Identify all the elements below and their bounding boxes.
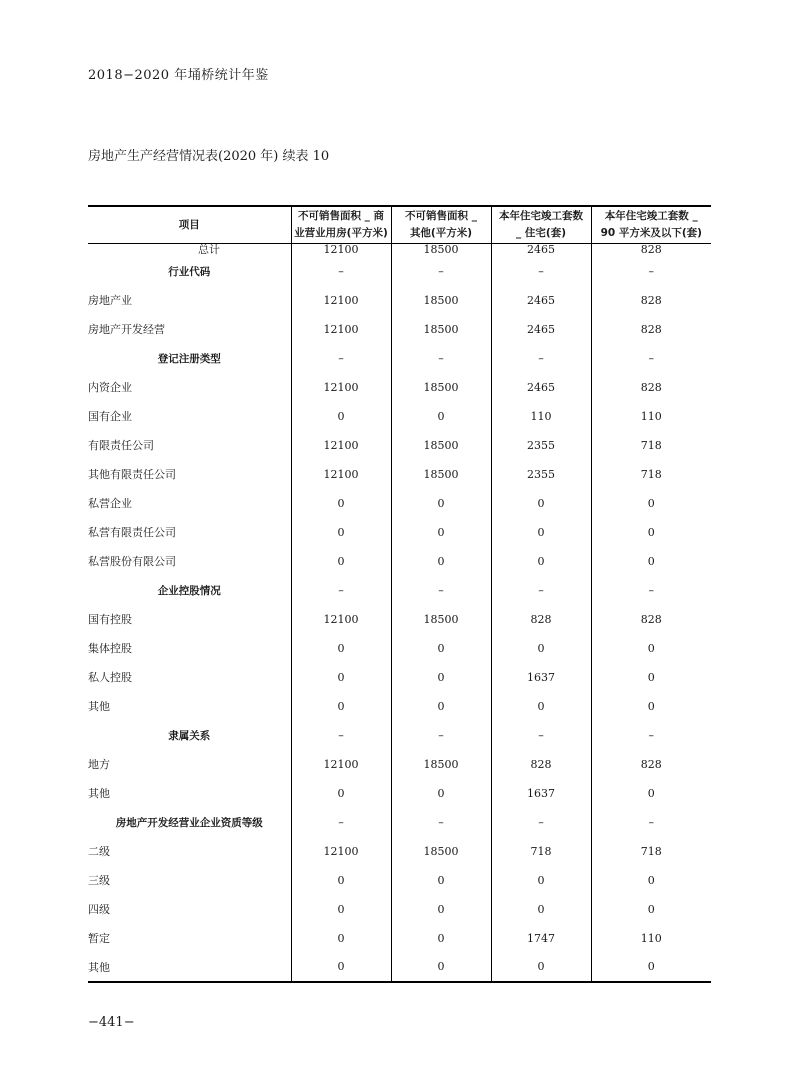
table-row bbox=[88, 489, 711, 518]
table-cell: 0 bbox=[291, 779, 391, 808]
row-label: 总计 bbox=[198, 243, 220, 256]
table-cell: 18500 bbox=[391, 431, 491, 460]
table-cell: 0 bbox=[491, 866, 591, 895]
table-cell: 12100 bbox=[291, 431, 391, 460]
table-cell: 0 bbox=[291, 547, 391, 576]
table-row bbox=[88, 315, 711, 344]
row-label: 国有企业 bbox=[88, 410, 132, 423]
row-label: 四级 bbox=[88, 903, 110, 916]
table-cell: 718 bbox=[591, 431, 711, 460]
table-row bbox=[88, 924, 711, 953]
table-cell: 0 bbox=[291, 663, 391, 692]
column-header-line: 本年住宅竣工套数 bbox=[499, 210, 583, 222]
section-label: 行业代码 bbox=[168, 265, 211, 278]
row-label: 集体控股 bbox=[88, 642, 132, 655]
table-cell: 110 bbox=[591, 924, 711, 953]
table-cell: 0 bbox=[291, 895, 391, 924]
table-cell: 2465 bbox=[491, 286, 591, 315]
table-cell: 0 bbox=[591, 547, 711, 576]
table-cell: 0 bbox=[491, 895, 591, 924]
table-row bbox=[88, 605, 711, 634]
table-cell: 110 bbox=[491, 402, 591, 431]
table-cell: – bbox=[491, 576, 591, 605]
row-label: 其他 bbox=[88, 787, 110, 800]
table-cell: – bbox=[291, 257, 391, 286]
table-cell: 0 bbox=[391, 895, 491, 924]
table-row bbox=[88, 402, 711, 431]
column-header-line: _ 住宅(套) bbox=[515, 227, 566, 239]
table-cell: – bbox=[491, 344, 591, 373]
column-header-item bbox=[88, 206, 291, 244]
table-cell: 2465 bbox=[491, 315, 591, 344]
table-cell: 0 bbox=[391, 634, 491, 663]
row-label: 有限责任公司 bbox=[88, 439, 154, 452]
section-row bbox=[88, 721, 711, 750]
table-cell: – bbox=[391, 808, 491, 837]
table-cell: – bbox=[291, 721, 391, 750]
table-cell: 0 bbox=[391, 663, 491, 692]
table-cell: 0 bbox=[391, 692, 491, 721]
row-label: 私营有限责任公司 bbox=[88, 526, 176, 539]
table-row bbox=[88, 431, 711, 460]
table-cell: 0 bbox=[591, 866, 711, 895]
row-label: 其他 bbox=[88, 953, 291, 982]
table-cell: – bbox=[591, 721, 711, 750]
table-cell: 2355 bbox=[491, 431, 591, 460]
table-cell: 0 bbox=[491, 518, 591, 547]
row-label: 内资企业 bbox=[88, 381, 132, 394]
table-cell: – bbox=[391, 344, 491, 373]
table-cell: 0 bbox=[391, 866, 491, 895]
table-cell: – bbox=[591, 576, 711, 605]
table-cell: – bbox=[291, 576, 391, 605]
column-header-commercial-unsellable-area bbox=[291, 206, 391, 244]
section-label: 登记注册类型 bbox=[157, 352, 221, 365]
table-row bbox=[88, 750, 711, 779]
total-row bbox=[88, 244, 711, 257]
table-cell: 0 bbox=[291, 518, 391, 547]
table-cell: 0 bbox=[391, 402, 491, 431]
column-header-line: 不可销售面积 _ bbox=[405, 210, 477, 222]
table-cell: – bbox=[591, 808, 711, 837]
table-cell: 0 bbox=[591, 779, 711, 808]
table-cell: 0 bbox=[391, 953, 491, 982]
row-label: 二级 bbox=[88, 845, 110, 858]
table-cell: 0 bbox=[491, 692, 591, 721]
section-row bbox=[88, 808, 711, 837]
column-header-completed-housing-sets bbox=[491, 206, 591, 244]
table-row bbox=[88, 460, 711, 489]
section-row bbox=[88, 257, 711, 286]
table-cell: 718 bbox=[591, 460, 711, 489]
table-cell: 0 bbox=[491, 547, 591, 576]
table-cell: 718 bbox=[591, 837, 711, 866]
section-row bbox=[88, 576, 711, 605]
table-cell: 12100 bbox=[291, 373, 391, 402]
table-cell: 828 bbox=[591, 286, 711, 315]
row-label: 私营企业 bbox=[88, 497, 132, 510]
row-label: 私营股份有限公司 bbox=[88, 555, 176, 568]
table-cell: 828 bbox=[591, 750, 711, 779]
section-label: 企业控股情况 bbox=[157, 584, 221, 597]
table-cell: – bbox=[391, 721, 491, 750]
table-cell: 0 bbox=[491, 489, 591, 518]
table-cell: – bbox=[291, 344, 391, 373]
table-row bbox=[88, 692, 711, 721]
row-label: 国有控股 bbox=[88, 613, 132, 626]
table-cell: – bbox=[491, 808, 591, 837]
table-cell: – bbox=[291, 808, 391, 837]
table-cell: 0 bbox=[591, 634, 711, 663]
table-body bbox=[88, 244, 711, 982]
row-label: 私人控股 bbox=[88, 671, 132, 684]
table-cell: 12100 bbox=[291, 244, 391, 257]
table-row bbox=[88, 837, 711, 866]
table-cell: – bbox=[491, 721, 591, 750]
table-cell: – bbox=[391, 576, 491, 605]
table-cell: – bbox=[591, 257, 711, 286]
table-row bbox=[88, 518, 711, 547]
table-cell: 0 bbox=[291, 953, 391, 982]
table-row bbox=[88, 286, 711, 315]
table-cell: 0 bbox=[391, 518, 491, 547]
table-cell: 18500 bbox=[391, 837, 491, 866]
page-number: −441− bbox=[88, 1015, 135, 1030]
table-cell: 12100 bbox=[291, 750, 391, 779]
table-row bbox=[88, 373, 711, 402]
table-row bbox=[88, 895, 711, 924]
column-header-other-unsellable-area bbox=[391, 206, 491, 244]
table-cell: 0 bbox=[391, 779, 491, 808]
row-label: 其他有限责任公司 bbox=[88, 468, 176, 481]
table-cell: 828 bbox=[591, 605, 711, 634]
table-cell: 12100 bbox=[291, 286, 391, 315]
table-cell: 0 bbox=[591, 663, 711, 692]
column-header-line: 不可销售面积 _ 商 bbox=[297, 210, 385, 222]
table-cell: 18500 bbox=[391, 286, 491, 315]
table-cell: 0 bbox=[391, 547, 491, 576]
table-row bbox=[88, 866, 711, 895]
table-cell: 0 bbox=[291, 866, 391, 895]
table-cell: 0 bbox=[591, 895, 711, 924]
row-label: 暂定 bbox=[88, 932, 110, 945]
column-header-line: 本年住宅竣工套数 _ bbox=[604, 210, 698, 222]
table-cell: 1637 bbox=[491, 663, 591, 692]
table-header bbox=[88, 206, 711, 244]
table-cell: 12100 bbox=[291, 460, 391, 489]
table-cell: 18500 bbox=[391, 315, 491, 344]
table-cell: 718 bbox=[491, 837, 591, 866]
column-header-line: 90 平方米及以下(套) bbox=[600, 227, 702, 239]
section-label: 房地产开发经营业企业资质等级 bbox=[115, 816, 263, 829]
header-row bbox=[88, 206, 711, 244]
table-cell: 18500 bbox=[391, 373, 491, 402]
table-cell: 0 bbox=[591, 692, 711, 721]
table-cell: 2465 bbox=[491, 373, 591, 402]
table-cell: 0 bbox=[591, 518, 711, 547]
table-cell: 828 bbox=[591, 373, 711, 402]
table-cell: – bbox=[591, 344, 711, 373]
row-label: 其他 bbox=[88, 700, 110, 713]
table-cell: 0 bbox=[291, 402, 391, 431]
table-cell: 828 bbox=[491, 605, 591, 634]
table-cell: 0 bbox=[391, 489, 491, 518]
table-cell: 0 bbox=[291, 692, 391, 721]
table-row bbox=[88, 953, 711, 982]
row-label: 房地产业 bbox=[88, 294, 132, 307]
table-cell: 12100 bbox=[291, 315, 391, 344]
table-cell: – bbox=[391, 257, 491, 286]
table-cell: 12100 bbox=[291, 837, 391, 866]
table-cell: 2355 bbox=[491, 460, 591, 489]
table-cell: 0 bbox=[491, 634, 591, 663]
table-cell: 0 bbox=[391, 924, 491, 953]
column-header-completed-sets-under-90sqm bbox=[591, 206, 711, 244]
table-cell: 2465 bbox=[491, 244, 591, 257]
table-cell: 0 bbox=[591, 953, 711, 982]
column-header-line: 其他(平方米) bbox=[409, 227, 473, 239]
table-cell: – bbox=[491, 257, 591, 286]
table-cell: 1747 bbox=[491, 924, 591, 953]
table-row bbox=[88, 663, 711, 692]
table-cell: 828 bbox=[591, 315, 711, 344]
table-cell: 18500 bbox=[391, 244, 491, 257]
table-cell: 0 bbox=[291, 924, 391, 953]
table-row bbox=[88, 547, 711, 576]
statistics-table bbox=[88, 205, 711, 983]
section-label: 隶属关系 bbox=[168, 729, 211, 742]
table-cell: 12100 bbox=[291, 605, 391, 634]
table-cell: 18500 bbox=[391, 750, 491, 779]
table-cell: 0 bbox=[491, 953, 591, 982]
row-label: 三级 bbox=[88, 874, 110, 887]
table-row bbox=[88, 634, 711, 663]
table-cell: 828 bbox=[591, 244, 711, 257]
table-cell: 110 bbox=[591, 402, 711, 431]
row-label: 地方 bbox=[88, 758, 110, 771]
table-cell: 18500 bbox=[391, 460, 491, 489]
section-row bbox=[88, 344, 711, 373]
table-cell: 828 bbox=[491, 750, 591, 779]
column-header-line: 项目 bbox=[178, 218, 200, 231]
column-header-line: 业营业用房(平方米) bbox=[294, 227, 388, 239]
table-cell: 0 bbox=[291, 489, 391, 518]
table-cell: 0 bbox=[591, 489, 711, 518]
table-row bbox=[88, 779, 711, 808]
table-cell: 1637 bbox=[491, 779, 591, 808]
row-label: 房地产开发经营 bbox=[88, 323, 165, 336]
table-cell: 0 bbox=[291, 634, 391, 663]
table-cell: 18500 bbox=[391, 605, 491, 634]
table-title: 房地产生产经营情况表(2020 年) 续表 10 bbox=[88, 149, 330, 164]
running-header: 2018−2020 年埇桥统计年鉴 bbox=[88, 68, 269, 83]
